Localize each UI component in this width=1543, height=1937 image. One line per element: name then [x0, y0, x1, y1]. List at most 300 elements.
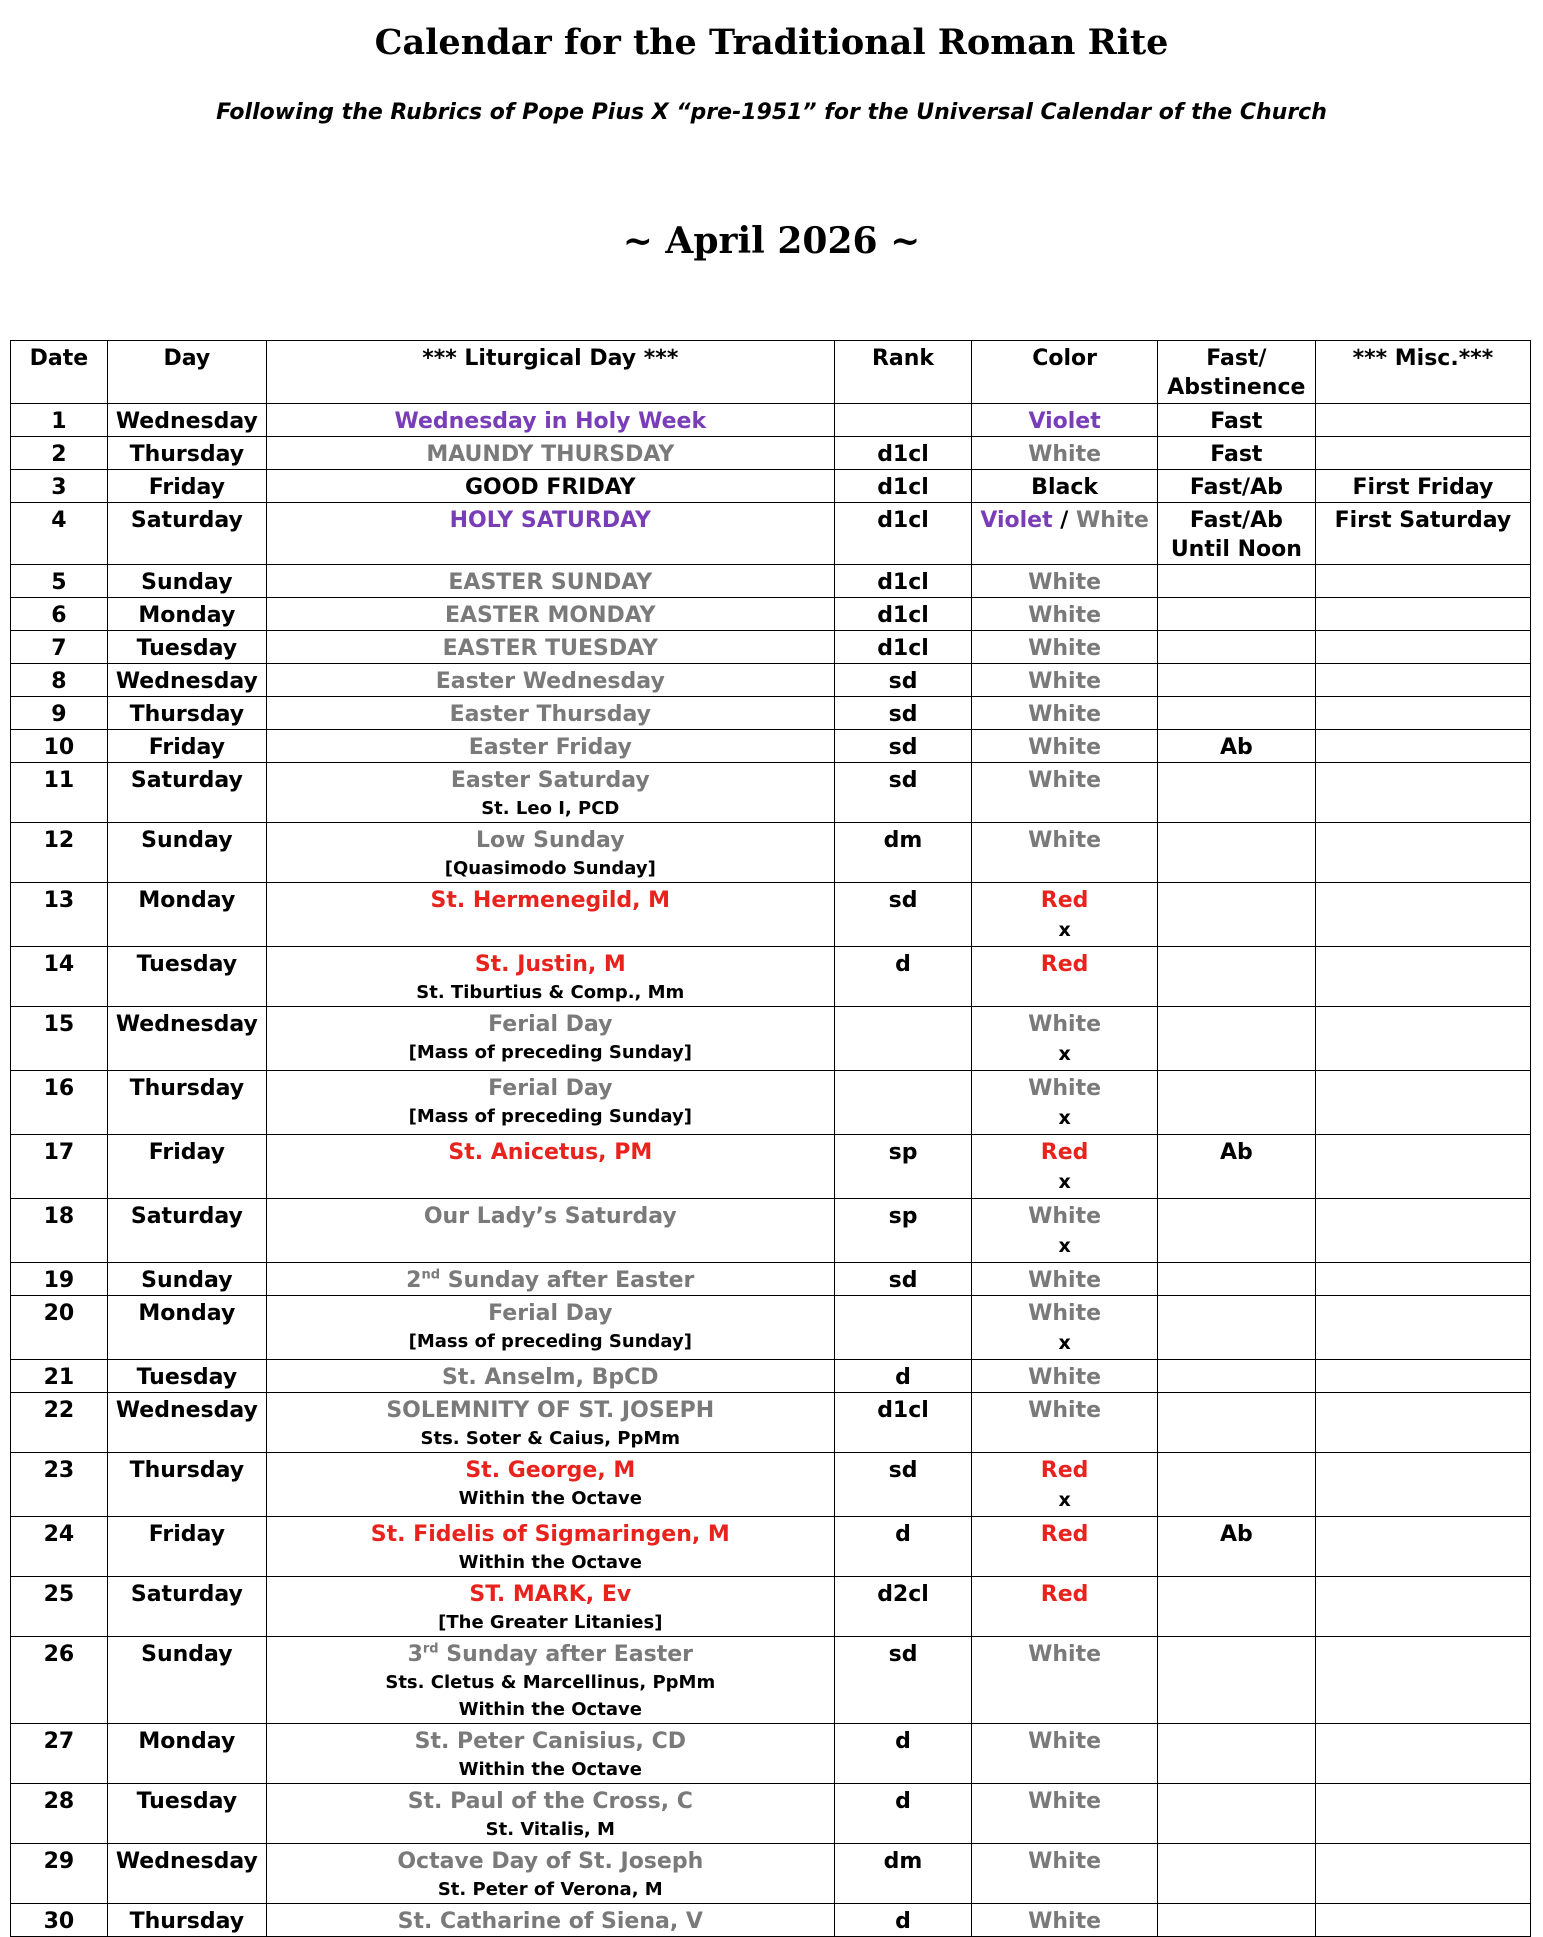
fast-cell: [1157, 1393, 1315, 1453]
fast-cell: [1157, 823, 1315, 883]
misc-cell: [1315, 730, 1530, 763]
misc-cell: [1315, 1199, 1530, 1263]
liturgical-day-name: Ferial Day: [488, 1301, 613, 1326]
color-cell: [972, 598, 1158, 631]
table-row: [11, 1784, 1531, 1844]
color-value: White: [1028, 1849, 1102, 1874]
liturgical-cell: [266, 1904, 834, 1937]
color-value: White: [1028, 442, 1102, 467]
date-cell: 3: [11, 470, 108, 503]
liturgical-day-name: St. Hermenegild, M: [430, 888, 671, 913]
calendar-table: [10, 340, 1531, 1937]
fast-value: Fast: [1210, 409, 1263, 434]
day-cell: Sunday: [107, 1263, 266, 1296]
liturgical-day-name: St. Anicetus, PM: [448, 1140, 653, 1165]
day-cell: Wednesday: [107, 1393, 266, 1453]
liturgical-cell: [266, 503, 834, 565]
color-value: White: [1028, 1909, 1102, 1934]
commemoration-text: [Mass of preceding Sunday]: [408, 1106, 692, 1127]
fast-cell: [1157, 1577, 1315, 1637]
date-cell: 13: [11, 883, 108, 947]
commemoration-text: [The Greater Litanies]: [438, 1612, 663, 1633]
date-cell: 23: [11, 1453, 108, 1517]
day-cell: Wednesday: [107, 404, 266, 437]
color-value: Red: [1040, 1582, 1089, 1607]
color-cell: [972, 823, 1158, 883]
fast-value-2: Until Noon: [1170, 537, 1302, 562]
rank-cell: sd: [834, 763, 972, 823]
date-cell: 18: [11, 1199, 108, 1263]
rank-cell: [834, 1007, 972, 1071]
misc-cell: [1315, 598, 1530, 631]
commemoration-text: [Mass of preceding Sunday]: [408, 1331, 692, 1352]
day-cell: Monday: [107, 1296, 266, 1360]
color-value: White: [1028, 1789, 1102, 1814]
day-cell: Tuesday: [107, 1360, 266, 1393]
day-cell: Saturday: [107, 503, 266, 565]
liturgical-cell: [266, 1517, 834, 1577]
rank-cell: sd: [834, 1453, 972, 1517]
ordinal-number: 2: [406, 1268, 422, 1293]
misc-cell: [1315, 1393, 1530, 1453]
table-row: [11, 1296, 1531, 1360]
ordinal-suffix: rd: [422, 1641, 439, 1657]
day-cell: Monday: [107, 598, 266, 631]
misc-cell: First Friday: [1315, 470, 1530, 503]
rank-cell: sd: [834, 697, 972, 730]
rank-cell: d: [834, 1517, 972, 1577]
liturgical-day-name: Easter Wednesday: [435, 669, 665, 694]
fast-cell: [1157, 631, 1315, 664]
fast-cell: [1157, 947, 1315, 1007]
color-value: White: [1028, 1012, 1102, 1037]
liturgical-day-name: St. Fidelis of Sigmaringen, M: [370, 1522, 730, 1547]
date-cell: 22: [11, 1393, 108, 1453]
liturgical-cell: [266, 1393, 834, 1453]
misc-cell: [1315, 1263, 1530, 1296]
fast-cell: [1157, 730, 1315, 763]
fast-cell: [1157, 1071, 1315, 1135]
fast-cell: [1157, 1007, 1315, 1071]
day-cell: Thursday: [107, 697, 266, 730]
liturgical-day-name: Ferial Day: [488, 1076, 613, 1101]
rank-cell: sd: [834, 1263, 972, 1296]
liturgical-cell: [266, 823, 834, 883]
date-cell: 21: [11, 1360, 108, 1393]
color-cell: [972, 883, 1158, 947]
color-mark: x: [1058, 1107, 1071, 1129]
color-cell: [972, 1577, 1158, 1637]
header-date: Date: [11, 341, 108, 404]
date-cell: 29: [11, 1844, 108, 1904]
table-row: [11, 1393, 1531, 1453]
liturgical-day-name: ST. MARK, Ev: [469, 1582, 632, 1607]
color-cell: [972, 1724, 1158, 1784]
rank-cell: d: [834, 1784, 972, 1844]
rank-cell: sd: [834, 730, 972, 763]
rank-cell: d1cl: [834, 503, 972, 565]
liturgical-day-name: EASTER SUNDAY: [448, 570, 653, 595]
color-value: Violet: [980, 508, 1053, 533]
commemoration-text: Within the Octave: [458, 1488, 642, 1509]
table-row: [11, 697, 1531, 730]
liturgical-cell: [266, 1071, 834, 1135]
table-row: [11, 1007, 1531, 1071]
header-fast-abstinence: [1157, 341, 1315, 404]
color-mark: x: [1058, 1489, 1071, 1511]
commemoration-text: St. Peter of Verona, M: [437, 1879, 663, 1900]
color-mark: x: [1058, 919, 1071, 941]
fast-cell: [1157, 697, 1315, 730]
fast-cell: [1157, 1637, 1315, 1724]
fast-cell: [1157, 1263, 1315, 1296]
color-cell: [972, 763, 1158, 823]
day-cell: Saturday: [107, 763, 266, 823]
date-cell: 11: [11, 763, 108, 823]
rank-cell: d: [834, 947, 972, 1007]
liturgical-day-name: Easter Friday: [468, 735, 632, 760]
color-value: White: [1028, 1398, 1102, 1423]
page-subtitle: Following the Rubrics of Pope Pius X “pre-1951” for the Universal Calendar of the Church: [216, 100, 1327, 125]
liturgical-day-name: St. Justin, M: [474, 952, 626, 977]
liturgical-cell: [266, 598, 834, 631]
rank-cell: [834, 404, 972, 437]
rank-cell: d: [834, 1904, 972, 1937]
liturgical-cell: [266, 470, 834, 503]
misc-cell: [1315, 664, 1530, 697]
commemoration-text: St. Tiburtius & Comp., Mm: [416, 982, 685, 1003]
color-value: White: [1028, 768, 1102, 793]
liturgical-cell: [266, 1007, 834, 1071]
month-heading: ~ April 2026 ~: [622, 220, 921, 262]
fast-cell: [1157, 1724, 1315, 1784]
color-value: White: [1028, 1076, 1102, 1101]
misc-cell: [1315, 697, 1530, 730]
rank-cell: sd: [834, 664, 972, 697]
fast-value: Ab: [1219, 735, 1253, 760]
color-value: Black: [1031, 475, 1098, 500]
liturgical-day-name: Wednesday in Holy Week: [394, 409, 707, 434]
liturgical-cell: [266, 1263, 834, 1296]
misc-cell: [1315, 1296, 1530, 1360]
color-cell: [972, 1007, 1158, 1071]
commemoration-text: [Mass of preceding Sunday]: [408, 1042, 692, 1063]
table-row: [11, 598, 1531, 631]
liturgical-day-name: St. Paul of the Cross, C: [407, 1789, 693, 1814]
fast-cell: [1157, 1784, 1315, 1844]
rank-cell: d1cl: [834, 1393, 972, 1453]
table-row: [11, 947, 1531, 1007]
day-cell: Wednesday: [107, 1007, 266, 1071]
table-row: [11, 823, 1531, 883]
date-cell: 24: [11, 1517, 108, 1577]
rank-cell: d1cl: [834, 470, 972, 503]
fast-cell: [1157, 598, 1315, 631]
day-cell: Thursday: [107, 1453, 266, 1517]
liturgical-day-name: Octave Day of St. Joseph: [397, 1849, 704, 1874]
color-cell: [972, 1904, 1158, 1937]
liturgical-day-name: Ferial Day: [488, 1012, 613, 1037]
liturgical-cell: [266, 1360, 834, 1393]
color-cell: [972, 470, 1158, 503]
day-cell: Monday: [107, 883, 266, 947]
color-cell: [972, 1360, 1158, 1393]
day-cell: Friday: [107, 730, 266, 763]
day-cell: Wednesday: [107, 1844, 266, 1904]
commemoration-text: Sts. Soter & Caius, PpMm: [420, 1428, 681, 1449]
fast-cell: [1157, 664, 1315, 697]
table-row: [11, 664, 1531, 697]
day-cell: Wednesday: [107, 664, 266, 697]
color-cell: [972, 1296, 1158, 1360]
misc-cell: [1315, 1135, 1530, 1199]
date-cell: 27: [11, 1724, 108, 1784]
table-row: [11, 763, 1531, 823]
misc-cell: [1315, 1453, 1530, 1517]
day-cell: Thursday: [107, 1904, 266, 1937]
date-cell: 25: [11, 1577, 108, 1637]
liturgical-day-name: [406, 1268, 694, 1293]
fast-value: Fast: [1210, 442, 1263, 467]
date-cell: 2: [11, 437, 108, 470]
misc-cell: [1315, 1844, 1530, 1904]
header-day: Day: [107, 341, 266, 404]
table-row: [11, 470, 1531, 503]
color-value: Red: [1040, 888, 1089, 913]
table-row: [11, 1135, 1531, 1199]
table-row: [11, 730, 1531, 763]
calendar-body: [11, 404, 1531, 1937]
header-fast-line2: Abstinence: [1167, 375, 1306, 400]
liturgical-cell: [266, 1199, 834, 1263]
date-cell: 19: [11, 1263, 108, 1296]
rank-cell: d: [834, 1724, 972, 1784]
date-cell: 17: [11, 1135, 108, 1199]
color-value: Violet: [1028, 409, 1101, 434]
fast-cell: [1157, 1296, 1315, 1360]
color-cell: [972, 1517, 1158, 1577]
day-cell: Tuesday: [107, 631, 266, 664]
color-value: Red: [1040, 1140, 1089, 1165]
liturgical-cell: [266, 1724, 834, 1784]
fast-cell: [1157, 1360, 1315, 1393]
fast-cell: [1157, 470, 1315, 503]
color-value: Red: [1040, 1458, 1089, 1483]
liturgical-day-text: Sunday after Easter: [447, 1268, 695, 1293]
liturgical-day-name: St. Peter Canisius, CD: [414, 1729, 686, 1754]
rank-cell: sp: [834, 1135, 972, 1199]
color-value: White: [1028, 828, 1102, 853]
day-cell: Saturday: [107, 1577, 266, 1637]
liturgical-cell: [266, 1453, 834, 1517]
liturgical-day-name: St. George, M: [465, 1458, 636, 1483]
misc-cell: [1315, 1071, 1530, 1135]
date-cell: 8: [11, 664, 108, 697]
color-value: White: [1028, 669, 1102, 694]
misc-cell: [1315, 1517, 1530, 1577]
commemoration-text: Sts. Cletus & Marcellinus, PpMm: [385, 1672, 716, 1693]
liturgical-cell: [266, 631, 834, 664]
liturgical-day-name: MAUNDY THURSDAY: [426, 442, 675, 467]
color-mark: x: [1058, 1235, 1071, 1257]
table-row: [11, 1453, 1531, 1517]
liturgical-day-name: Low Sunday: [476, 828, 625, 853]
date-cell: 1: [11, 404, 108, 437]
fast-value: Fast/Ab: [1189, 475, 1283, 500]
misc-cell: [1315, 1784, 1530, 1844]
date-cell: 10: [11, 730, 108, 763]
liturgical-cell: [266, 437, 834, 470]
fast-cell: [1157, 503, 1315, 565]
table-row: [11, 1844, 1531, 1904]
table-row: [11, 883, 1531, 947]
day-cell: Thursday: [107, 1071, 266, 1135]
liturgical-day-name: [408, 1642, 693, 1667]
date-cell: 20: [11, 1296, 108, 1360]
header-misc: *** Misc.***: [1315, 341, 1530, 404]
liturgical-day-name: Easter Thursday: [449, 702, 652, 727]
color-value: White: [1028, 1268, 1102, 1293]
liturgical-cell: [266, 1577, 834, 1637]
day-cell: Friday: [107, 470, 266, 503]
color-value: White: [1028, 1642, 1102, 1667]
liturgical-cell: [266, 565, 834, 598]
table-row: [11, 1071, 1531, 1135]
date-cell: 12: [11, 823, 108, 883]
ordinal-suffix: nd: [421, 1267, 441, 1283]
color-cell: [972, 404, 1158, 437]
fast-cell: [1157, 1135, 1315, 1199]
rank-cell: d2cl: [834, 1577, 972, 1637]
commemoration-text: Within the Octave: [458, 1699, 642, 1720]
rank-cell: d: [834, 1360, 972, 1393]
misc-cell: [1315, 823, 1530, 883]
misc-cell: [1315, 631, 1530, 664]
color-value: Red: [1040, 1522, 1089, 1547]
table-row: [11, 565, 1531, 598]
rank-cell: [834, 1296, 972, 1360]
table-row: [11, 1577, 1531, 1637]
header-row: [11, 341, 1531, 404]
table-row: [11, 1263, 1531, 1296]
fast-cell: [1157, 1844, 1315, 1904]
liturgical-cell: [266, 730, 834, 763]
table-row: [11, 1517, 1531, 1577]
misc-cell: [1315, 1360, 1530, 1393]
misc-cell: [1315, 883, 1530, 947]
ordinal-number: 3: [407, 1642, 423, 1667]
liturgical-day-name: EASTER MONDAY: [444, 603, 656, 628]
header-color: Color: [972, 341, 1158, 404]
fast-cell: [1157, 404, 1315, 437]
date-cell: 7: [11, 631, 108, 664]
commemoration-text: St. Vitalis, M: [485, 1819, 615, 1840]
rank-cell: sp: [834, 1199, 972, 1263]
liturgical-day-name: HOLY SATURDAY: [449, 508, 651, 533]
liturgical-cell: [266, 883, 834, 947]
color-value: White: [1028, 702, 1102, 727]
misc-cell: [1315, 1637, 1530, 1724]
rank-cell: d1cl: [834, 631, 972, 664]
page-title: Calendar for the Traditional Roman Rite: [374, 22, 1169, 63]
color-cell: [972, 1637, 1158, 1724]
table-row: [11, 1360, 1531, 1393]
date-cell: 15: [11, 1007, 108, 1071]
date-cell: 28: [11, 1784, 108, 1844]
liturgical-cell: [266, 1637, 834, 1724]
color-cell: [972, 664, 1158, 697]
table-row: [11, 1199, 1531, 1263]
commemoration-text: St. Leo I, PCD: [481, 798, 620, 819]
color-value: White: [1028, 570, 1102, 595]
liturgical-day-name: St. Catharine of Siena, V: [397, 1909, 703, 1934]
liturgical-cell: [266, 1296, 834, 1360]
liturgical-cell: [266, 947, 834, 1007]
rank-cell: [834, 1071, 972, 1135]
color-value: White: [1028, 603, 1102, 628]
date-cell: 6: [11, 598, 108, 631]
liturgical-day-text: Sunday after Easter: [446, 1642, 693, 1667]
day-cell: Monday: [107, 1724, 266, 1784]
color-cell: [972, 1135, 1158, 1199]
rank-cell: sd: [834, 883, 972, 947]
misc-cell: [1315, 565, 1530, 598]
liturgical-day-name: Our Lady’s Saturday: [423, 1204, 677, 1229]
fast-cell: [1157, 1199, 1315, 1263]
color-cell: [972, 631, 1158, 664]
color-mark: x: [1058, 1043, 1071, 1065]
liturgical-day-name: Easter Saturday: [450, 768, 650, 793]
color-cell: [972, 437, 1158, 470]
day-cell: Sunday: [107, 565, 266, 598]
color-cell: [972, 1393, 1158, 1453]
color-value: White: [1028, 1365, 1102, 1390]
color-cell: [972, 947, 1158, 1007]
table-row: [11, 503, 1531, 565]
table-row: [11, 1637, 1531, 1724]
commemoration-text: Within the Octave: [458, 1759, 642, 1780]
color-value: White: [1028, 735, 1102, 760]
color-cell: [972, 697, 1158, 730]
day-cell: Friday: [107, 1517, 266, 1577]
fast-value: Ab: [1219, 1140, 1253, 1165]
color-value: White: [1028, 1729, 1102, 1754]
date-cell: 26: [11, 1637, 108, 1724]
color-cell: [972, 503, 1158, 565]
color-cell: [972, 1263, 1158, 1296]
misc-cell: [1315, 947, 1530, 1007]
day-cell: Thursday: [107, 437, 266, 470]
day-cell: Sunday: [107, 1637, 266, 1724]
fast-cell: [1157, 1453, 1315, 1517]
fast-cell: [1157, 883, 1315, 947]
rank-cell: d1cl: [834, 437, 972, 470]
fast-cell: [1157, 1517, 1315, 1577]
color-separator: /: [1052, 508, 1076, 533]
fast-cell: [1157, 565, 1315, 598]
table-row: [11, 404, 1531, 437]
misc-cell: [1315, 763, 1530, 823]
color-mark: x: [1058, 1332, 1071, 1354]
fast-cell: [1157, 437, 1315, 470]
fast-value: Fast/Ab: [1189, 508, 1283, 533]
table-row: [11, 631, 1531, 664]
rank-cell: dm: [834, 823, 972, 883]
date-cell: 4: [11, 503, 108, 565]
table-row: [11, 437, 1531, 470]
header-liturgical-day: *** Liturgical Day ***: [266, 341, 834, 404]
color-cell: [972, 1199, 1158, 1263]
